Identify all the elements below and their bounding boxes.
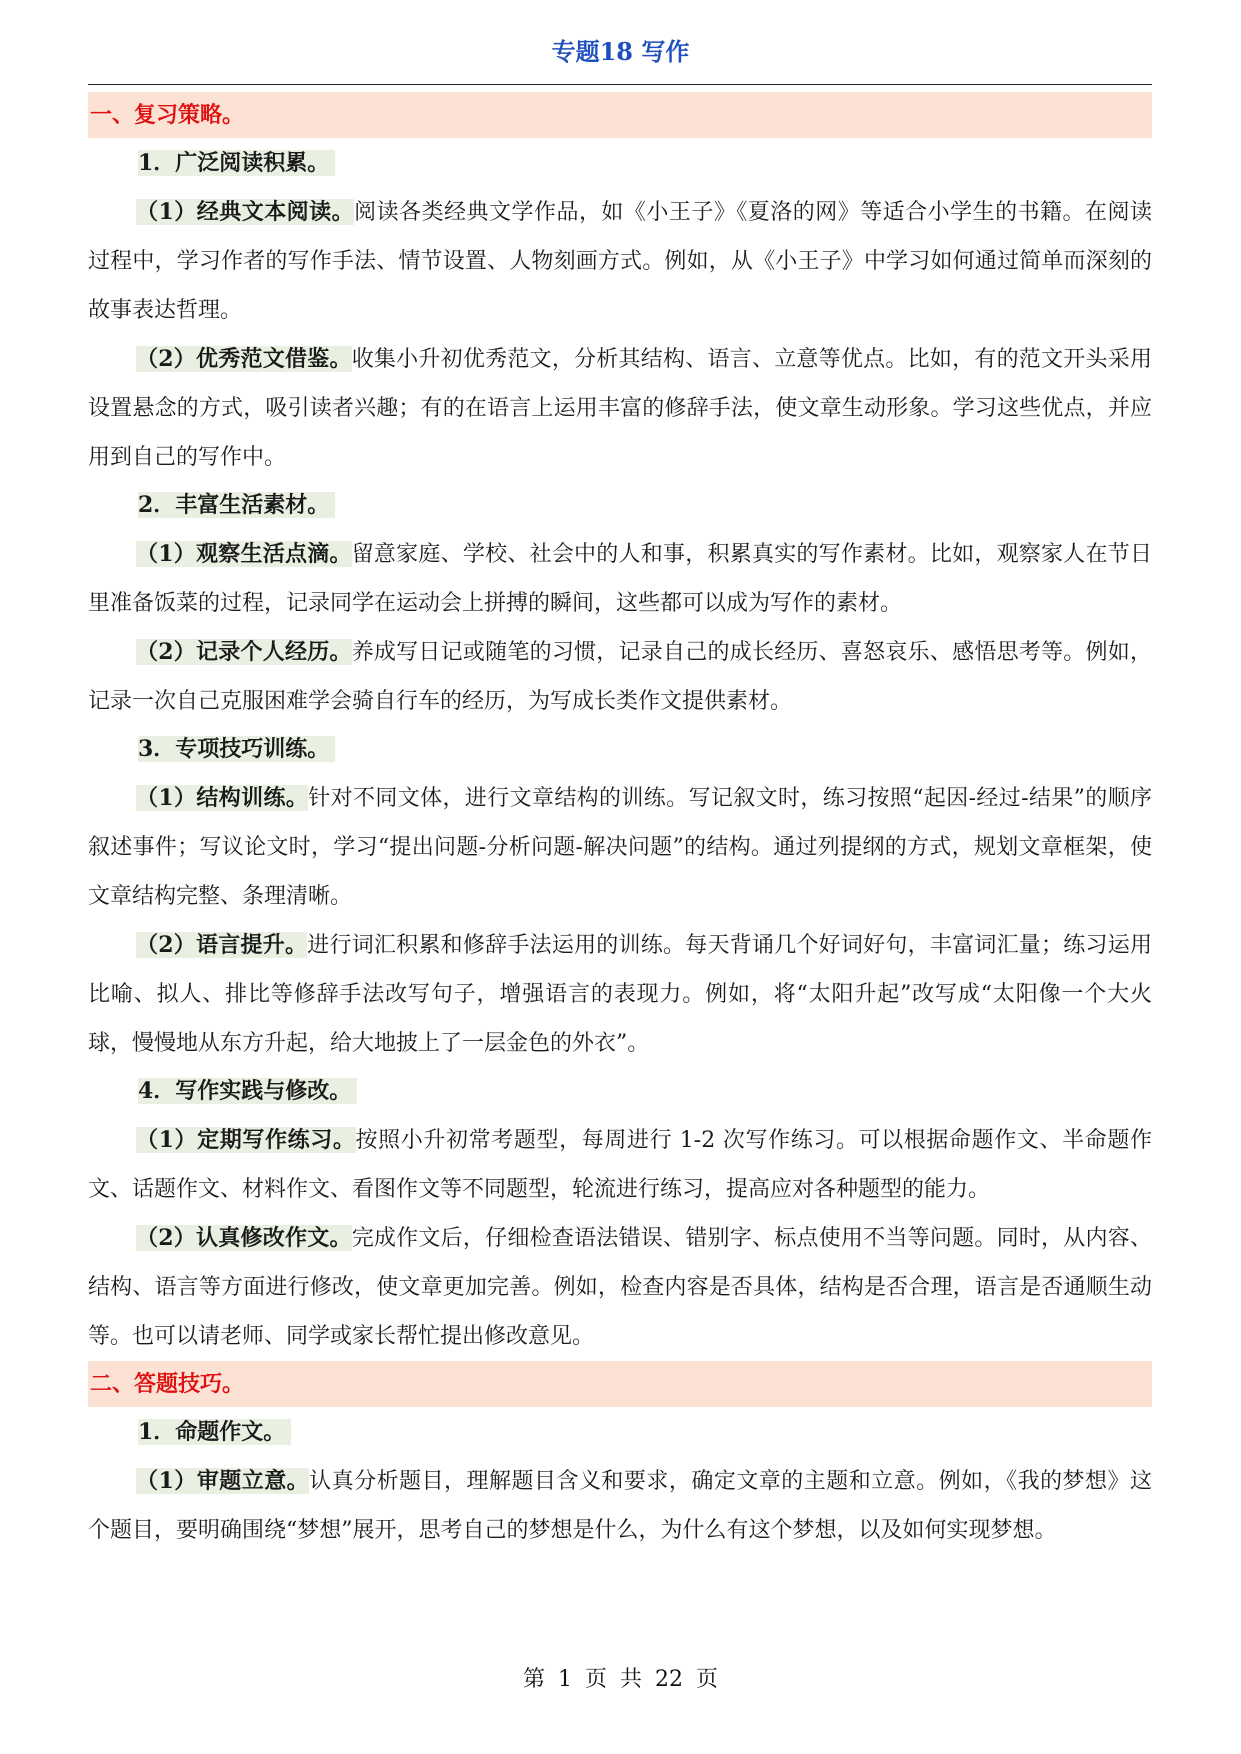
title-divider (88, 84, 1152, 85)
paragraph-lead: （2）认真修改作文。 (136, 1225, 352, 1251)
paragraph (88, 335, 1152, 482)
paragraph-text: 留意家庭、学校、社会中的人和事，积累真实的写作素材。比如，观察家人在节日里准备饭菜的过程，记录同学在运动会上拼搏的瞬间，这些都可以成为写作的素材。 (88, 542, 1152, 616)
paragraph (88, 774, 1152, 921)
page-number-footer: 第 1 页 共 22 页 (523, 1667, 718, 1692)
paragraph (88, 1116, 1152, 1214)
paragraph-text: 认真分析题目，理解题目含义和要求，确定文章的主题和立意。例如，《我的梦想》这个题目，要明确围绕“梦想”展开，思考自己的梦想是什么，为什么有这个梦想，以及如何实现梦想。 (88, 1469, 1152, 1543)
subheading-life-material: 2．丰富生活素材。 (88, 482, 1152, 528)
paragraph-text: 收集小升初优秀范文，分析其结构、语言、立意等优点。比如，有的范文开头采用设置悬念的方式，吸引读者兴趣；有的在语言上运用丰富的修辞手法，使文章生动形象。学习这些优点，并应用到自己的写作中。 (88, 347, 1152, 470)
paragraph (88, 1457, 1152, 1555)
paragraph-lead: （2）记录个人经历。 (136, 639, 352, 665)
document-title: 专题18 写作 (551, 37, 690, 66)
paragraph (88, 628, 1152, 726)
subheading-reading: 1．广泛阅读积累。 (88, 140, 1152, 186)
paragraph (88, 921, 1152, 1068)
paragraph-text: 针对不同文体，进行文章结构的训练。写记叙文时，练习按照“起因-经过-结果”的顺序叙述事件；写议论文时，学习“提出问题-分析问题-解决问题”的结构。通过列提纲的方式，规划文章框架，使文章结构完整、条理清晰。 (88, 786, 1152, 909)
paragraph (88, 1214, 1152, 1361)
subheading-propositional-essay: 1．命题作文。 (88, 1409, 1152, 1455)
paragraph-lead: （1）审题立意。 (136, 1468, 310, 1494)
paragraph-text: 完成作文后，仔细检查语法错误、错别字、标点使用不当等问题。同时，从内容、结构、语言等方面进行修改，使文章更加完善。例如，检查内容是否具体，结构是否合理，语言是否通顺生动等。也可以请老师、同学或家长帮忙提出修改意见。 (88, 1226, 1152, 1349)
paragraph-lead: （1）结构训练。 (136, 785, 309, 811)
paragraph-text: 阅读各类经典文学作品，如《小王子》《夏洛的网》等适合小学生的书籍。在阅读过程中，学习作者的写作手法、情节设置、人物刻画方式。例如，从《小王子》中学习如何通过简单而深刻的故事表达哲理。 (88, 200, 1152, 323)
paragraph (88, 530, 1152, 628)
paragraph-lead: （1）经典文本阅读。 (136, 199, 355, 225)
paragraph-text: 养成写日记或随笔的习惯，记录自己的成长经历、喜怒哀乐、感悟思考等。例如，记录一次自己克服困难学会骑自行车的经历，为写成长类作文提供素材。 (88, 640, 1152, 714)
section-heading-review-strategy: 一、复习策略。 (88, 92, 1152, 138)
subheading-skill-training: 3．专项技巧训练。 (88, 726, 1152, 772)
paragraph-lead: （1）观察生活点滴。 (136, 541, 352, 567)
paragraph-text: 进行词汇积累和修辞手法运用的训练。每天背诵几个好词好句，丰富词汇量；练习运用比喻、拟人、排比等修辞手法改写句子，增强语言的表现力。例如，将“太阳升起”改写成“太阳像一个大火球，慢慢地从东方升起，给大地披上了一层金色的外衣”。 (88, 933, 1152, 1056)
paragraph-lead: （2）语言提升。 (136, 932, 308, 958)
section-heading-answer-tips: 二、答题技巧。 (88, 1361, 1152, 1407)
subheading-practice-revision: 4．写作实践与修改。 (88, 1068, 1152, 1114)
paragraph-lead: （1）定期写作练习。 (136, 1127, 356, 1153)
paragraph-lead: （2）优秀范文借鉴。 (136, 346, 352, 372)
paragraph (88, 188, 1152, 335)
paragraph-text: 按照小升初常考题型，每周进行 1-2 次写作练习。可以根据命题作文、半命题作文、话题作文、材料作文、看图作文等不同题型，轮流进行练习，提高应对各种题型的能力。 (88, 1128, 1153, 1202)
document-body (88, 92, 1152, 1555)
